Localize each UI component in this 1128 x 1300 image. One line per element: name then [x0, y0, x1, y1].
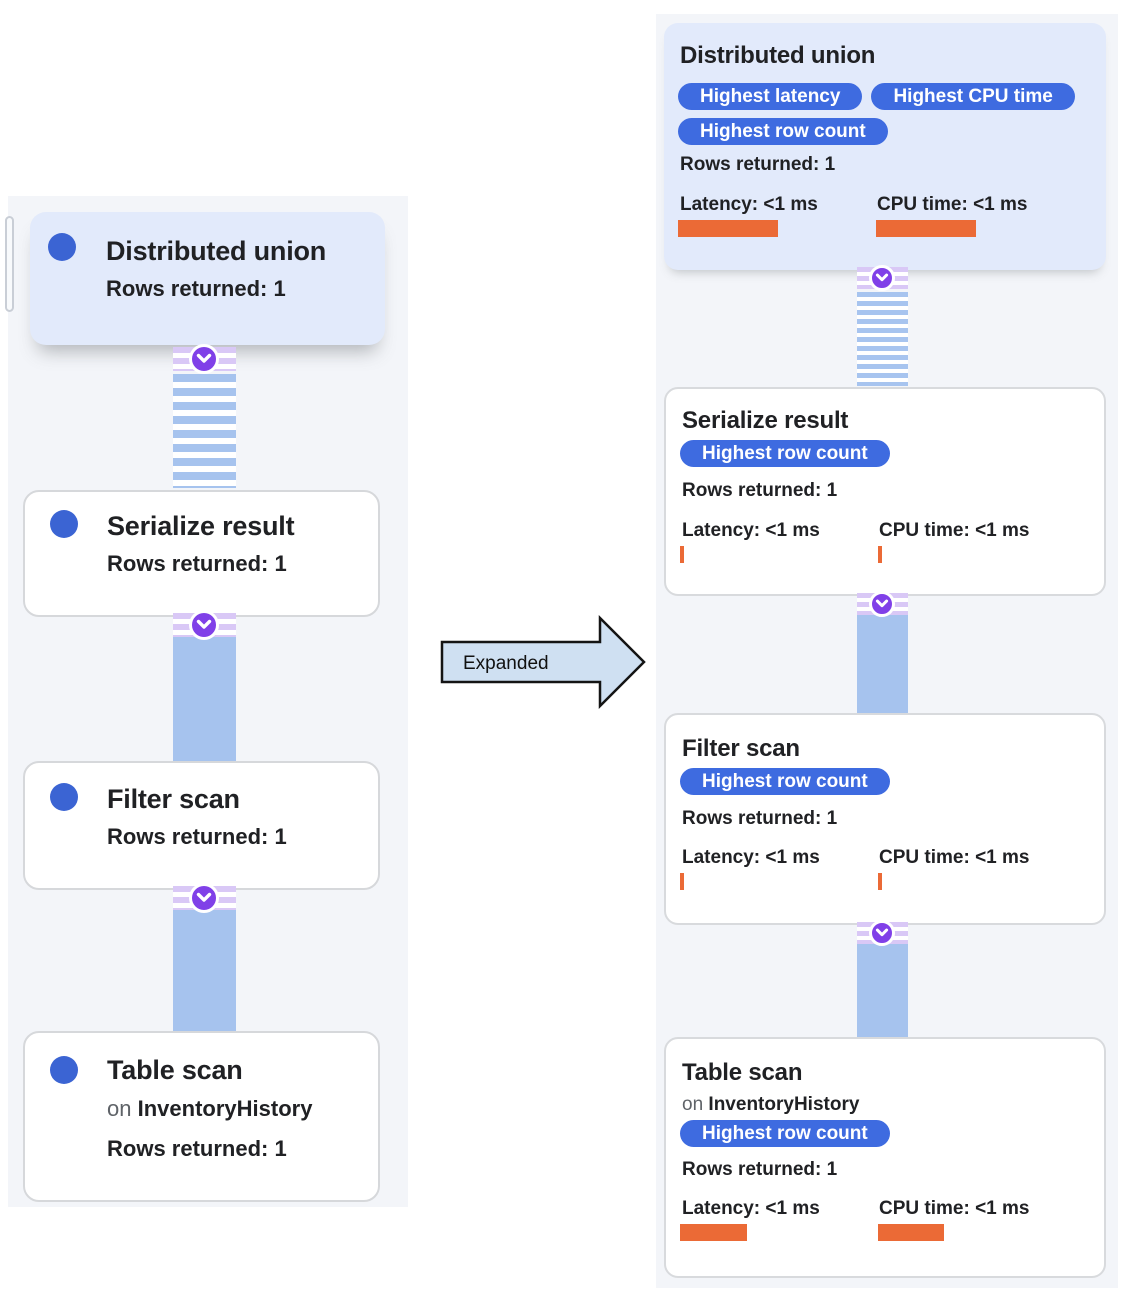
chevron-down-icon — [872, 923, 892, 943]
plan-node-filter-scan-collapsed[interactable] — [23, 761, 380, 890]
cpu-time-bar — [878, 546, 882, 563]
badge-highest-row-count: Highest row count — [680, 440, 890, 467]
connector-striped — [857, 292, 908, 386]
node-rows-returned: Rows returned: 1 — [107, 1136, 287, 1161]
connector-solid — [173, 624, 236, 761]
latency-bar — [680, 873, 684, 890]
connector-solid — [857, 604, 908, 713]
node-rows-returned: Rows returned: 1 — [682, 808, 838, 829]
plan-node-table-scan-expanded[interactable] — [664, 1037, 1106, 1278]
latency-bar — [680, 546, 684, 563]
badge-row — [678, 118, 888, 145]
node-rows-returned: Rows returned: 1 — [107, 551, 287, 576]
latency-label: Latency: <1 ms — [680, 194, 818, 215]
chevron-down-icon — [192, 613, 216, 637]
scrollbar-fragment[interactable] — [5, 216, 14, 312]
cpu-time-label: CPU time: <1 ms — [879, 847, 1030, 868]
plan-node-table-scan-collapsed[interactable] — [23, 1031, 380, 1202]
node-rows-returned: Rows returned: 1 — [682, 480, 838, 501]
collapse-chevron-button[interactable] — [869, 591, 895, 617]
badge-row — [680, 768, 890, 795]
node-table-ref — [682, 1094, 859, 1116]
node-title: Serialize result — [682, 407, 849, 434]
chevron-down-icon — [872, 594, 892, 614]
arrow-label: Expanded — [463, 653, 549, 674]
cpu-time-bar — [878, 1224, 944, 1241]
table-name: InventoryHistory — [137, 1096, 313, 1121]
collapse-chevron-button[interactable] — [189, 344, 219, 374]
collapse-chevron-button[interactable] — [869, 920, 895, 946]
node-dot-icon — [50, 1056, 78, 1084]
latency-label: Latency: <1 ms — [682, 1198, 820, 1219]
table-name: InventoryHistory — [708, 1094, 860, 1115]
chevron-down-icon — [192, 886, 216, 910]
cpu-time-label: CPU time: <1 ms — [877, 194, 1028, 215]
badge-row — [680, 1120, 890, 1147]
connector-solid — [857, 933, 908, 1037]
on-prefix: on — [107, 1096, 132, 1121]
node-title: Filter scan — [682, 735, 800, 762]
node-rows-returned: Rows returned: 1 — [106, 276, 286, 301]
cpu-time-bar — [878, 873, 882, 890]
node-rows-returned: Rows returned: 1 — [107, 824, 287, 849]
node-dot-icon — [48, 233, 76, 261]
plan-node-distributed-union-collapsed[interactable] — [30, 212, 385, 345]
cpu-time-label: CPU time: <1 ms — [879, 1198, 1030, 1219]
node-title: Table scan — [107, 1055, 243, 1085]
plan-node-filter-scan-expanded[interactable] — [664, 713, 1106, 925]
node-table-ref — [107, 1096, 312, 1122]
badge-highest-cpu-time: Highest CPU time — [871, 83, 1074, 110]
node-title: Distributed union — [680, 42, 876, 69]
node-rows-returned: Rows returned: 1 — [680, 154, 836, 175]
cpu-time-label: CPU time: <1 ms — [879, 520, 1030, 541]
collapse-chevron-button[interactable] — [869, 265, 895, 291]
collapse-chevron-button[interactable] — [189, 883, 219, 913]
badge-highest-latency: Highest latency — [678, 83, 862, 110]
node-dot-icon — [50, 783, 78, 811]
badge-row — [678, 83, 1075, 110]
node-title: Distributed union — [106, 236, 327, 266]
connector-striped — [173, 374, 236, 488]
node-title: Filter scan — [107, 784, 240, 814]
on-prefix: on — [682, 1094, 704, 1115]
plan-node-distributed-union-expanded[interactable] — [664, 23, 1106, 270]
collapse-chevron-button[interactable] — [189, 610, 219, 640]
expanded-arrow — [438, 610, 650, 714]
connector-solid — [173, 898, 236, 1031]
node-title: Table scan — [682, 1059, 803, 1086]
badge-highest-row-count: Highest row count — [678, 118, 888, 145]
badge-row — [680, 440, 890, 467]
latency-label: Latency: <1 ms — [682, 520, 820, 541]
latency-bar — [678, 220, 778, 237]
latency-label: Latency: <1 ms — [682, 847, 820, 868]
chevron-down-icon — [872, 268, 892, 288]
badge-highest-row-count: Highest row count — [680, 768, 890, 795]
chevron-down-icon — [192, 347, 216, 371]
badge-highest-row-count: Highest row count — [680, 1120, 890, 1147]
cpu-time-bar — [876, 220, 976, 237]
node-dot-icon — [50, 510, 78, 538]
latency-bar — [680, 1224, 747, 1241]
plan-node-serialize-result-collapsed[interactable] — [23, 490, 380, 617]
node-title: Serialize result — [107, 511, 295, 541]
plan-node-serialize-result-expanded[interactable] — [664, 387, 1106, 596]
node-rows-returned: Rows returned: 1 — [682, 1159, 838, 1180]
